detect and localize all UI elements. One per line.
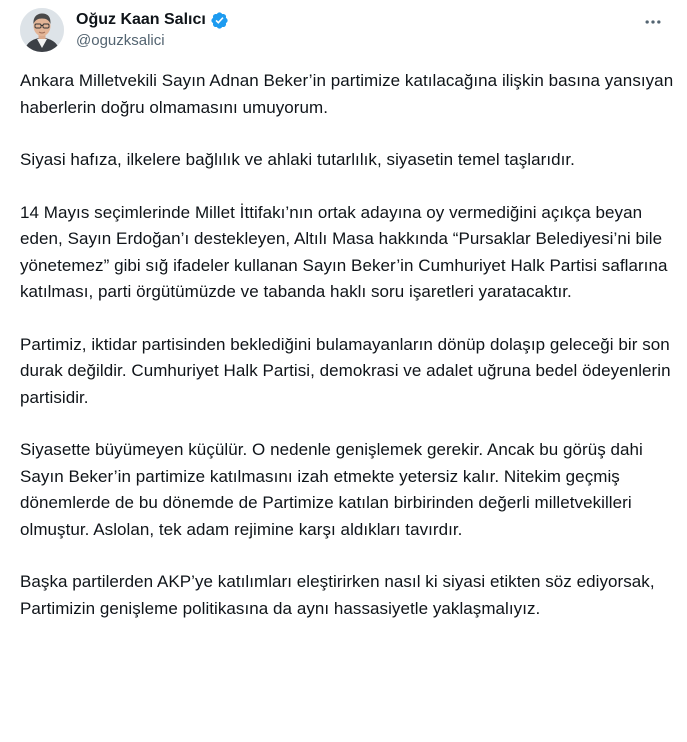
- tweet-paragraph: Başka partilerden AKP’ye katılımları eleştirirken nasıl ki siyasi etikten söz ediyorsak, Partimizin genişleme politikasına da aynı hassasiyetle yaklaşmalıyız.: [20, 572, 655, 618]
- author-info: [76, 9, 229, 49]
- avatar[interactable]: [20, 8, 64, 52]
- display-name[interactable]: Oğuz Kaan Salıcı: [76, 11, 206, 28]
- tweet-paragraph: Siyasi hafıza, ilkelere bağlılık ve ahlaki tutarlılık, siyasetin temel taşlarıdır.: [20, 150, 575, 169]
- author-handle[interactable]: @oguzksalici: [76, 32, 165, 49]
- name-row: [76, 9, 229, 31]
- profile-photo-icon: [20, 8, 64, 52]
- more-options-button[interactable]: [637, 10, 669, 34]
- tweet-text: [20, 68, 676, 648]
- tweet-header: [18, 8, 669, 56]
- tweet-paragraph: Partimiz, iktidar partisinden beklediğini bulamayanların dönüp dolaşıp geleceği bir son durak değildir. Cumhuriyet Halk Partisi, demokrasi ve adalet uğruna bedel ödeyenlerin partisidir.: [20, 334, 671, 407]
- tweet-paragraph: 14 Mayıs seçimlerinde Millet İttifakı’nın ortak adayına oy vermediğini açıkça beyan eden, Sayın Erdoğan’ı destekleyen, Altılı Masa hakkında “Pursaklar Belediyesi’ni bile yönetemez” gibi sığ ifadeler kullanan Sayın Beker’in Cumhuriyet Halk Partisi saflarına katılması, parti örgütümüzde ve tabanda haklı soru işaretleri yaratacaktır.: [20, 202, 668, 301]
- tweet-paragraph: Ankara Milletvekili Sayın Adnan Beker’in partimize katılacağına ilişkin basına yansıyan haberlerin doğru olmamasını umuyorum.: [20, 71, 674, 117]
- tweet-paragraph: Siyasette büyümeyen küçülür. O nedenle genişlemek gerekir. Ancak bu görüş dahi Sayın Beker’in partimize katılmasını izah etmekte yetersiz kalır. Nitekim geçmiş dönemlerde de bu dönemde de Partimize katılan birbirinden değerli milletvekilleri olmuştur. Aslolan, tek adam rejimine karşı aldıkları tavırdır.: [20, 440, 643, 539]
- verified-badge-icon: [210, 11, 229, 30]
- more-horizontal-icon: [643, 12, 663, 32]
